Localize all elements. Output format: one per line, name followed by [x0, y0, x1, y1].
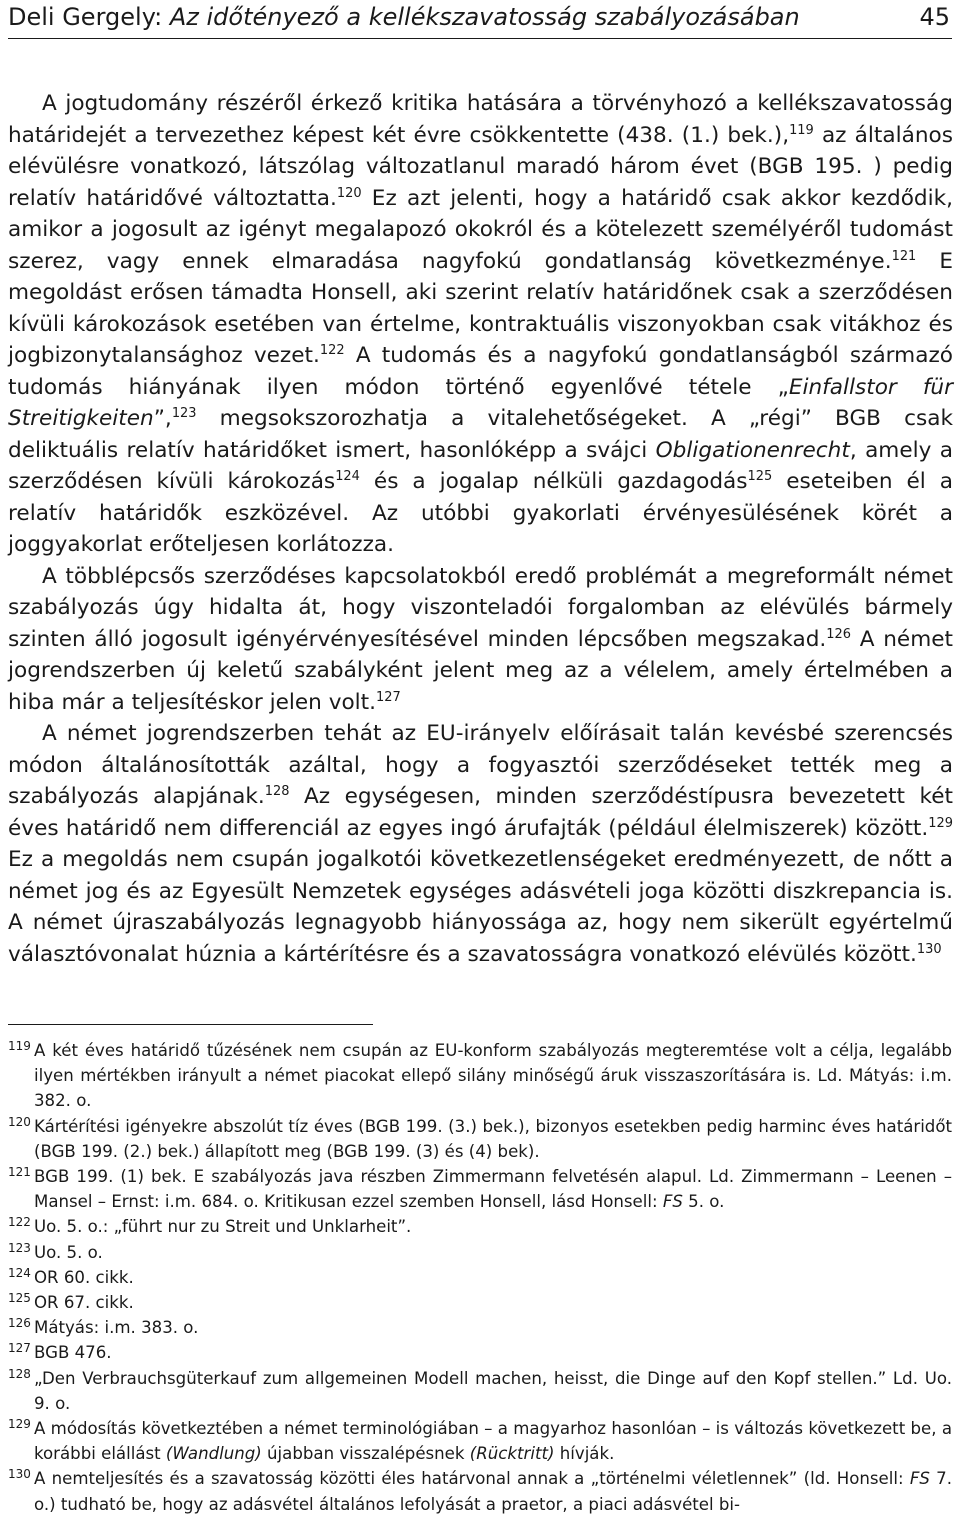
text-run: és a jogalap nélküli gazdagodás — [359, 469, 748, 494]
italic-text: FS — [909, 1469, 930, 1489]
footnote-number: 122 — [8, 1215, 31, 1230]
text-run: ”, — [153, 406, 172, 431]
footnote-text — [34, 1416, 952, 1466]
italic-text: Einfallstor für Streitigkeiten — [8, 374, 954, 431]
text-run: A nemteljesítés és a szavatosság közötti éles határvonal annak a „történelmi véletlennek” (ld. Honsell: — [34, 1469, 910, 1489]
footnote-ref: 126 — [826, 626, 852, 642]
italic-text: (Rücktritt) — [469, 1444, 555, 1464]
footnote-ref: 119 — [789, 122, 814, 138]
text-run: A két éves határidő tűzésének nem csupán az EU-konform szabályozás megteremtése volt a célja, legalább ilyen mértékben irányult a német piacokat ellepő silány minőségű áruk visszaszorítására is. Ld. Mátyás: i.m. 382. o. — [34, 1041, 952, 1111]
footnote-number: 127 — [8, 1341, 31, 1356]
footnote — [8, 1038, 952, 1114]
footnote-ref: 122 — [319, 343, 345, 359]
footnote — [8, 1340, 952, 1365]
footnote-text — [34, 1164, 952, 1214]
footnote-number: 119 — [8, 1039, 31, 1053]
footnote-ref: 123 — [171, 406, 197, 422]
footnote — [8, 1416, 952, 1466]
header-title: Az időtényező a kellékszavatosság szabályozásában — [169, 3, 800, 31]
text-run: 5. o. — [682, 1192, 725, 1212]
footnotes — [8, 1038, 952, 1517]
italic-text: FS — [662, 1192, 683, 1212]
text-run: az általános elévülésre vonatkozó, látszólag változatlanul maradó három évet (BGB 195. ) pedig relatív határidővé változtatta. — [8, 122, 953, 211]
text-run: eseteiben él a relatív határidők eszközével. Az utóbbi gyakorlati érvényesülésének körét a joggyakorlat erőteljesen korlátozza. — [8, 469, 953, 557]
footnote-ref: 129 — [928, 815, 953, 831]
footnote — [8, 1290, 952, 1315]
footnote — [8, 1315, 952, 1340]
text-run: A német jogrendszerben új keletű szabályként jelent meg az a vélelem, amely értelmében a hiba már a teljesítéskor jelen volt. — [8, 626, 954, 715]
text-run: Az egységesen, minden szerződéstípusra bevezetett két éves határidő nem differenciál az egyes ingó árufajták (például élelmiszerek) között. — [8, 784, 953, 841]
footnote-text — [34, 1114, 952, 1164]
text-run: Ez a megoldás nem csupán jogalkotói következetlenségeket eredményezett, de nőtt a német jog és az Egyesült Nemzetek egységes adásvételi joga közötti diszkrepancia is. A német újraszabályozás legnagyobb hiányossága az, hogy nem sikerült egyértelmű választóvonalat húznia a kártérítésre és a szavatosságra vonatkozó elévülés között. — [8, 847, 953, 967]
footnote-text — [34, 1466, 952, 1516]
text-run: OR 60. cikk. — [34, 1267, 134, 1287]
text-run: OR 67. cikk. — [34, 1293, 134, 1313]
footnote-number: 129 — [8, 1417, 31, 1432]
footnote-ref: 125 — [747, 469, 773, 485]
paragraph — [8, 88, 953, 561]
text-run: Uo. 5. o. — [34, 1242, 103, 1262]
footnote-text — [34, 1315, 952, 1340]
footnote-number: 120 — [8, 1114, 31, 1129]
footnote — [8, 1366, 952, 1416]
italic-text: (Wandlung) — [165, 1444, 262, 1464]
text-run: 7. o.) tudható be, hogy az adásvétel általános lefolyását a praetor, a piaci adásvétel bi- — [34, 1469, 953, 1514]
text-run: Ez azt jelenti, hogy a határidő csak akkor kezdődik, amikor a jogosult az igényt megalapozó okokról és a kötelezett személyéről tudomást szerez, vagy ennek elmaradása nagyfokú gondatlanság következménye. — [8, 185, 953, 274]
footnote-number: 130 — [8, 1467, 31, 1482]
text-run: BGB 199. (1) bek. E szabályozás java részben Zimmermann felvetésén alapul. Ld. Zimmermann – Leenen – Mansel – Ernst: i.m. 684. o. Kritikusan ezzel szemben Honsell, lásd Honsell: — [34, 1167, 952, 1212]
header-author: Deli Gergely: — [8, 3, 170, 31]
paragraph — [8, 561, 953, 719]
footnote-ref: 120 — [336, 185, 362, 201]
footnote — [8, 1240, 952, 1265]
footnote-ref: 130 — [916, 941, 942, 957]
text-run: A módosítás következtében a német terminológiában – a magyarhoz hasonlóan – is változás következett be, a korábbi elállást — [34, 1419, 952, 1464]
footnote-number: 124 — [8, 1265, 31, 1280]
text-run: Mátyás: i.m. 383. o. — [34, 1318, 199, 1338]
footnote-number: 125 — [8, 1291, 31, 1306]
italic-text: Obligationenrecht — [655, 437, 850, 463]
footnote-text — [34, 1290, 952, 1315]
footnote-number: 126 — [8, 1316, 31, 1331]
footnote-text — [34, 1038, 952, 1114]
running-header — [8, 0, 952, 36]
text-run: A jogtudomány részéről érkező kritika hatására a törvényhozó a kellékszavatosság határidejét a tervezethez képest két évre csökkentette (438. (1.) bek.), — [8, 91, 953, 148]
text-run: hívják. — [554, 1444, 615, 1464]
text-run: E megoldást erősen támadta Honsell, aki szerint relatív határidőnek csak a szerződésen kívüli károkozások esetében van értelme, kontraktuális viszonyokban csak vitákhoz és jogbizonytalansághoz vezet. — [8, 248, 953, 368]
footnote-text — [34, 1265, 952, 1290]
page-number: 45 — [919, 3, 950, 31]
footnote-ref: 121 — [891, 248, 917, 264]
header-rule — [8, 38, 952, 39]
paragraph — [8, 718, 953, 970]
text-run: A tudomás és a nagyfokú gondatlanságból származó tudomás hiányának ilyen módon történő egyenlővé tétele „ — [8, 343, 953, 400]
text-run: A többlépcsős szerződéses kapcsolatokból eredő problémát a megreformált német szabályozás úgy hidalta át, hogy viszonteladói forgalomban az elévülés bármely szinten álló jogosult igényérvényesítésével minden lépcsőben megszakad. — [8, 563, 953, 652]
footnote-ref: 128 — [264, 784, 290, 800]
text-run: megsokszorozhatja a vitalehetőségeket. A „régi” BGB csak deliktuális relatív határidőket ismert, hasonlóképp a svájci — [8, 406, 953, 463]
text-run: , amely a szerződésen kívüli károkozás — [8, 437, 953, 494]
footnote-text — [34, 1366, 952, 1416]
footnote — [8, 1164, 952, 1214]
footnote — [8, 1114, 952, 1164]
footnote-text — [34, 1240, 952, 1265]
footnote-number: 121 — [8, 1165, 31, 1180]
footnote-text — [34, 1214, 952, 1239]
footnote — [8, 1466, 952, 1516]
footnote — [8, 1214, 952, 1239]
footnote-number: 123 — [8, 1240, 31, 1255]
footnote — [8, 1265, 952, 1290]
body-text — [8, 88, 953, 970]
footnote-number: 128 — [8, 1366, 31, 1381]
footnote-text — [34, 1340, 952, 1365]
text-run: Kártérítési igényekre abszolút tíz éves (BGB 199. (3.) bek.), bizonyos esetekben pedig harminc éves határidőt (BGB 199. (2.) bek.) állapított meg (BGB 199. (3) és (4) bek). — [34, 1116, 952, 1161]
footnote-separator — [8, 1024, 373, 1025]
text-run: A német jogrendszerben tehát az EU-irányelv előírásait talán kevésbé szerencsés módon általánosították azáltal, hogy a fogyasztói szerződéseket tették meg a szabályozás alapjának. — [8, 721, 953, 809]
footnote-ref: 124 — [335, 469, 360, 485]
text-run: újabban visszalépésnek — [261, 1444, 470, 1464]
footnote-ref: 127 — [376, 689, 401, 705]
text-run: Uo. 5. o.: „führt nur zu Streit und Unklarheit”. — [34, 1217, 412, 1237]
text-run: BGB 476. — [34, 1343, 112, 1363]
text-run: „Den Verbrauchsgüterkauf zum allgemeinen Modell machen, heisst, die Dinge auf den Kopf stellen.” Ld. Uo. 9. o. — [34, 1368, 952, 1413]
